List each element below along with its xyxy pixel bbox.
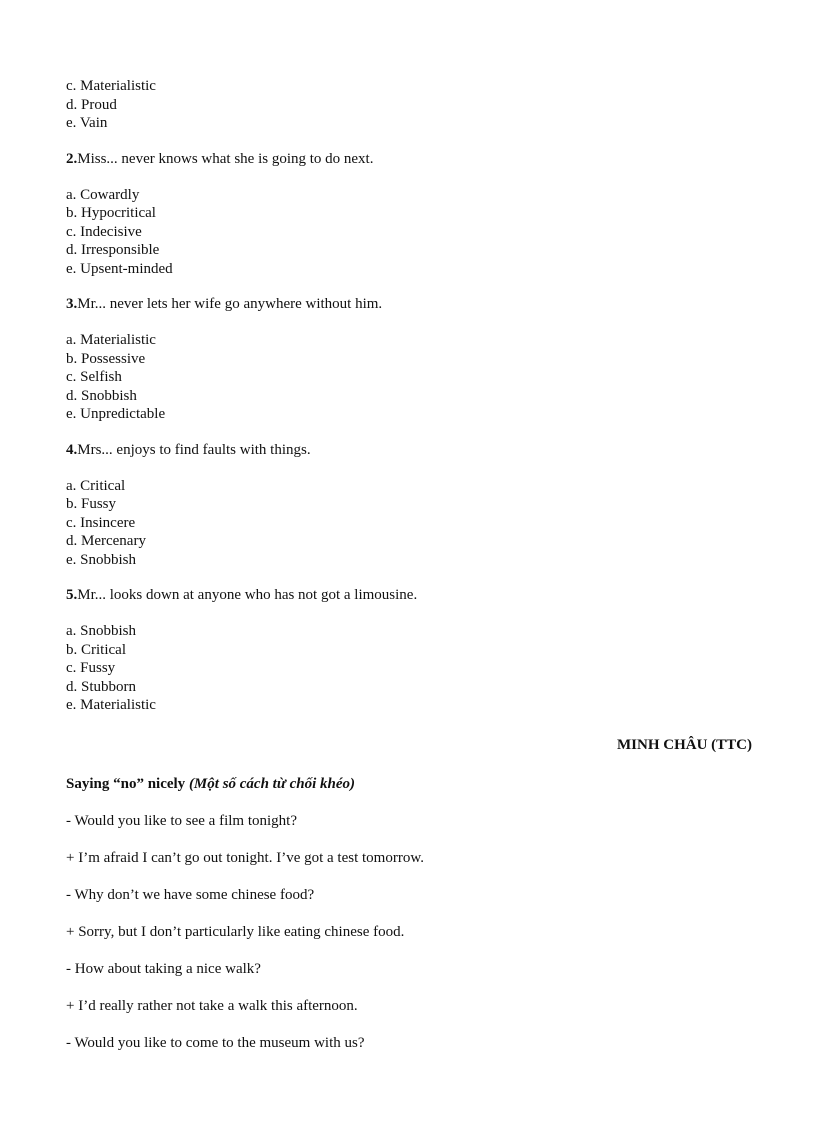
dialogue-line: + I’d really rather not take a walk this afternoon. (66, 997, 358, 1014)
option: a. Snobbish (66, 623, 137, 639)
option: d. Irresponsible (66, 242, 160, 258)
option: c. Selfish (66, 369, 122, 385)
option: c. Insincere (66, 514, 136, 531)
dialogue-line: + I’m afraid I can’t go out tonight. I’ve got a test tomorrow. (66, 849, 424, 866)
option: d. Mercenary (66, 533, 146, 549)
section-subtitle: (Một số cách từ chối khéo) (188, 775, 355, 792)
question-3-options (66, 331, 752, 424)
option: d. Proud (66, 96, 117, 113)
option: a. Critical (66, 477, 126, 494)
section-heading (66, 775, 752, 793)
question-text: Miss... never knows what she is going to do next. (77, 150, 374, 167)
document-page (66, 77, 752, 1052)
option: b. Critical (66, 641, 126, 658)
option: e. Vain (66, 115, 108, 131)
question-number: 2. (66, 150, 78, 167)
question-text: Mrs... enjoys to find faults with things. (77, 441, 311, 458)
question-number: 4. (66, 441, 78, 458)
option: b. Possessive (66, 350, 146, 367)
option: b. Hypocritical (66, 205, 156, 221)
question-4-options (66, 477, 752, 570)
option: c. Fussy (66, 660, 116, 676)
question-number: 5. (66, 587, 78, 603)
option: e. Materialistic (66, 697, 156, 713)
dialogue-line: - How about taking a nice walk? (66, 960, 261, 977)
question-4 (66, 441, 752, 459)
dialogue-line: - Would you like to come to the museum with us? (66, 1034, 365, 1051)
question-5-options (66, 622, 752, 715)
option: d. Stubborn (66, 678, 137, 695)
option: b. Fussy (66, 496, 117, 512)
question-3 (66, 295, 752, 313)
question-5 (66, 586, 752, 604)
question-number: 3. (66, 296, 78, 312)
section-title: Saying “no” nicely (66, 775, 186, 792)
author-credit: MINH CHÂU (TTC) (617, 736, 752, 753)
option: e. Upsent-minded (66, 260, 173, 277)
dialogue-line: - Would you like to see a film tonight? (66, 812, 297, 829)
question-text: Mr... looks down at anyone who has not got a limousine. (77, 587, 418, 603)
dialogue-line: + Sorry, but I don’t particularly like eating chinese food. (66, 923, 405, 940)
option: a. Cowardly (66, 186, 140, 203)
question-2 (66, 150, 752, 168)
option: d. Snobbish (66, 387, 137, 404)
option: e. Snobbish (66, 551, 137, 568)
option: a. Materialistic (66, 332, 156, 348)
question-text: Mr... never lets her wife go anywhere without him. (77, 296, 383, 312)
option: c. Materialistic (66, 78, 156, 94)
question-2-options (66, 186, 752, 279)
question-1-options-tail (66, 77, 752, 133)
option: c. Indecisive (66, 223, 142, 240)
option: e. Unpredictable (66, 406, 166, 422)
dialogue-line: - Why don’t we have some chinese food? (66, 886, 315, 903)
